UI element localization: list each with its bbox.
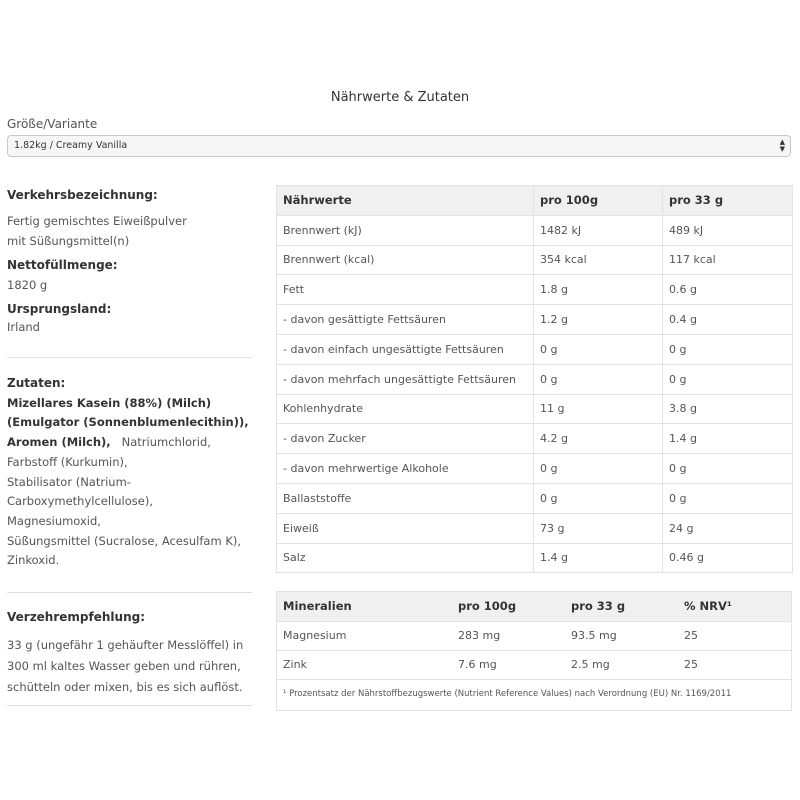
page-title: Nährwerte & Zutaten bbox=[330, 90, 470, 105]
nutrition-row bbox=[277, 275, 793, 305]
usage-line: schütteln oder mixen, bis es sich auflöst. bbox=[7, 680, 243, 694]
minerals-header: % NRV¹ bbox=[678, 592, 791, 621]
ingredients-line: Aromen (Milch), bbox=[7, 435, 111, 450]
variant-selected-value: 1.82kg / Creamy Vanilla bbox=[14, 140, 128, 151]
nutrition-row bbox=[277, 483, 793, 513]
nutrition-cell: Eiweiß bbox=[277, 513, 534, 543]
minerals-cell: 25 bbox=[678, 650, 791, 679]
designation-line-1: Fertig gemischtes Eiweißpulver bbox=[7, 214, 187, 228]
nutrition-header-row bbox=[277, 186, 793, 216]
nutrition-cell: Salz bbox=[277, 543, 534, 573]
nutrition-cell: Ballaststoffe bbox=[277, 483, 534, 513]
ingredients-line: Mizellares Kasein (88%) (Milch) bbox=[7, 395, 212, 410]
nutrition-cell: 0 g bbox=[663, 334, 793, 364]
nutrition-row bbox=[277, 215, 793, 245]
nutrition-cell: 1.2 g bbox=[534, 305, 663, 335]
nutrition-row bbox=[277, 454, 793, 484]
nutrition-cell: Kohlenhydrate bbox=[277, 394, 534, 424]
nutrition-cell: 4.2 g bbox=[534, 424, 663, 454]
nutrition-header: Nährwerte bbox=[277, 186, 534, 216]
ingredients-line: (Emulgator (Sonnenblumenlecithin)), bbox=[7, 415, 249, 430]
nutrition-cell: 11 g bbox=[534, 394, 663, 424]
nutrition-cell: 0 g bbox=[663, 454, 793, 484]
nutrition-cell: 117 kcal bbox=[663, 245, 793, 275]
nutrition-cell: Brennwert (kcal) bbox=[277, 245, 534, 275]
nutrition-cell: 0 g bbox=[534, 483, 663, 513]
nutrition-cell: 0 g bbox=[663, 364, 793, 394]
ingredients-line: Magnesiumoxid, bbox=[7, 513, 101, 528]
nutrition-cell: 3.8 g bbox=[663, 394, 793, 424]
designation-section bbox=[7, 188, 252, 334]
nutrition-row bbox=[277, 334, 793, 364]
minerals-row bbox=[277, 650, 791, 679]
nutrition-cell: 24 g bbox=[663, 513, 793, 543]
designation-line-2: mit Süßungsmittel(n) bbox=[7, 234, 130, 248]
variant-select[interactable] bbox=[7, 135, 791, 157]
minerals-header: pro 100g bbox=[452, 592, 565, 621]
nutrition-table bbox=[276, 185, 793, 573]
minerals-cell: Zink bbox=[277, 650, 452, 679]
nutrition-cell: 0 g bbox=[534, 334, 663, 364]
ingredients-line: Farbstoff (Kurkumin), bbox=[7, 454, 128, 469]
ingredients-line: Carboxymethylcellulose), bbox=[7, 494, 153, 509]
nutrition-row bbox=[277, 245, 793, 275]
usage-line: 33 g (ungefähr 1 gehäufter Messlöffel) in bbox=[7, 638, 244, 652]
designation-heading: Verkehrsbezeichnung: bbox=[7, 188, 158, 202]
usage-section bbox=[7, 607, 252, 698]
nutrition-cell: 0.6 g bbox=[663, 275, 793, 305]
nutrition-cell: - davon mehrfach ungesättigte Fettsäuren bbox=[277, 364, 534, 394]
nutrition-cell: Fett bbox=[277, 275, 534, 305]
nutrition-header: pro 100g bbox=[534, 186, 663, 216]
ingredients-line: Stabilisator (Natrium- bbox=[7, 474, 131, 489]
variant-label: Größe/Variante bbox=[7, 117, 98, 131]
nutrition-cell: - davon mehrwertige Alkohole bbox=[277, 454, 534, 484]
minerals-box bbox=[276, 591, 792, 711]
origin-value: Irland bbox=[7, 320, 40, 334]
minerals-header-row bbox=[277, 592, 791, 621]
divider bbox=[7, 705, 252, 706]
nutrition-cell: Brennwert (kJ) bbox=[277, 215, 534, 245]
nutrition-row bbox=[277, 543, 793, 573]
minerals-header: Mineralien bbox=[277, 592, 452, 621]
nutrition-cell: 0.46 g bbox=[663, 543, 793, 573]
origin-heading: Ursprungsland: bbox=[7, 302, 112, 316]
nutrition-cell: 1.4 g bbox=[534, 543, 663, 573]
minerals-cell: 25 bbox=[678, 621, 791, 650]
minerals-header: pro 33 g bbox=[565, 592, 678, 621]
nutrition-cell: 0 g bbox=[534, 454, 663, 484]
ingredients-heading: Zutaten: bbox=[7, 376, 66, 390]
minerals-cell: 7.6 mg bbox=[452, 650, 565, 679]
nutrition-row bbox=[277, 394, 793, 424]
select-arrows-icon: ▲ ▼ bbox=[779, 138, 785, 153]
nutrition-cell: 489 kJ bbox=[663, 215, 793, 245]
usage-heading: Verzehrempfehlung: bbox=[7, 610, 145, 624]
ingredients-line: Natriumchlorid, bbox=[121, 435, 211, 450]
net-value: 1820 g bbox=[7, 278, 48, 292]
nutrition-cell: 354 kcal bbox=[534, 245, 663, 275]
minerals-cell: 2.5 mg bbox=[565, 650, 678, 679]
minerals-cell: 93.5 mg bbox=[565, 621, 678, 650]
ingredients-section bbox=[7, 374, 252, 571]
footnote: ¹ Prozentsatz der Nährstoffbezugswerte (Nutrient Reference Values) nach Verordnung (EU) Nr. 1169/2011 bbox=[283, 688, 732, 699]
nutrition-row bbox=[277, 305, 793, 335]
ingredients-line: Zinkoxid. bbox=[7, 553, 60, 568]
minerals-cell: 283 mg bbox=[452, 621, 565, 650]
nutrition-cell: 1482 kJ bbox=[534, 215, 663, 245]
usage-line: 300 ml kaltes Wasser geben und rühren, bbox=[7, 659, 241, 673]
nutrition-cell: 0.4 g bbox=[663, 305, 793, 335]
minerals-table bbox=[277, 592, 791, 680]
nutrition-cell: - davon gesättigte Fettsäuren bbox=[277, 305, 534, 335]
nutrition-header: pro 33 g bbox=[663, 186, 793, 216]
nutrition-cell: 1.8 g bbox=[534, 275, 663, 305]
net-heading: Nettofüllmenge: bbox=[7, 258, 118, 272]
minerals-cell: Magnesium bbox=[277, 621, 452, 650]
nutrition-cell: - davon Zucker bbox=[277, 424, 534, 454]
nutrition-row bbox=[277, 364, 793, 394]
nutrition-cell: - davon einfach ungesättigte Fettsäuren bbox=[277, 334, 534, 364]
divider bbox=[7, 592, 252, 593]
nutrition-cell: 0 g bbox=[663, 483, 793, 513]
divider bbox=[7, 357, 252, 358]
nutrition-cell: 1.4 g bbox=[663, 424, 793, 454]
minerals-row bbox=[277, 621, 791, 650]
nutrition-cell: 0 g bbox=[534, 364, 663, 394]
nutrition-row bbox=[277, 424, 793, 454]
nutrition-row bbox=[277, 513, 793, 543]
nutrition-cell: 73 g bbox=[534, 513, 663, 543]
ingredients-line: Süßungsmittel (Sucralose, Acesulfam K), bbox=[7, 533, 241, 548]
